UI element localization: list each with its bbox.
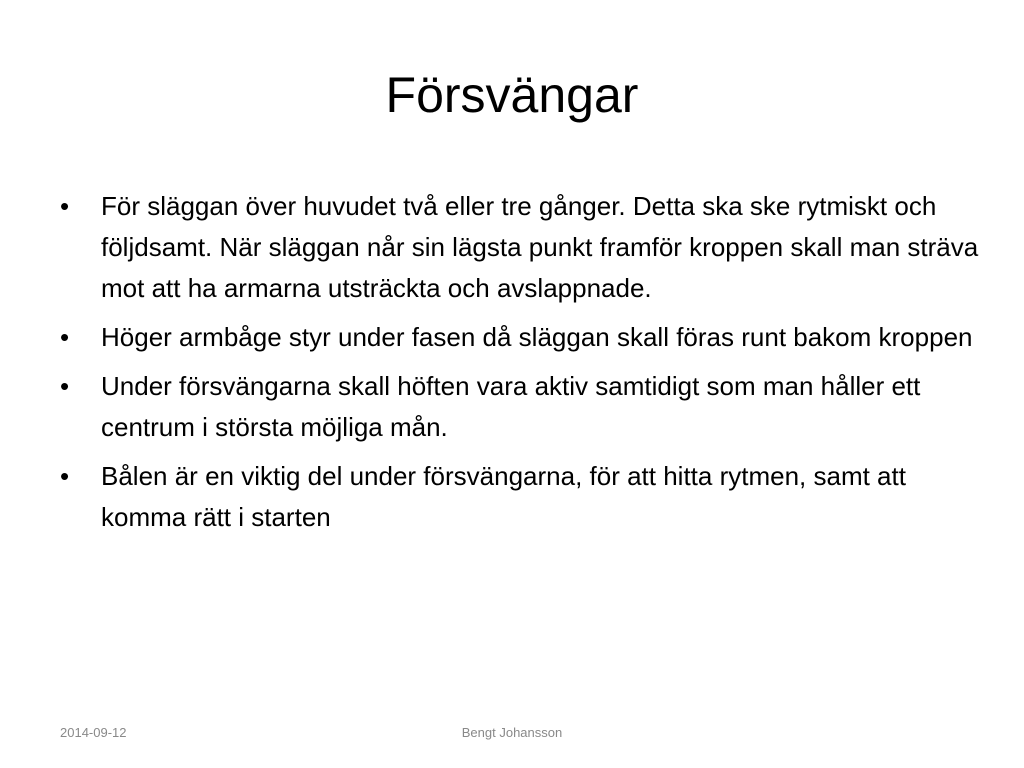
bullet-marker: • (60, 191, 70, 221)
bullet-marker: • (60, 461, 70, 491)
bullet-text: Under försvängarna skall höften vara aktiv samtidigt som man håller ett centrum i största möjliga mån. (101, 371, 921, 442)
bullet-marker: • (60, 322, 70, 352)
bullet-item (60, 186, 980, 309)
bullet-text: För släggan över huvudet två eller tre gånger. Detta ska ske rytmiskt och följdsamt. När släggan når sin lägsta punkt framför kroppen skall man sträva mot att ha armarna utsträckta och avslappnade. (101, 191, 979, 303)
footer-author: Bengt Johansson (461, 725, 563, 740)
bullet-marker: • (60, 371, 70, 401)
bullet-item (60, 317, 980, 358)
slide-title: Försvängar (385, 67, 639, 123)
footer-date: 2014-09-12 (60, 725, 127, 740)
bullet-item (60, 456, 980, 538)
bullet-list (60, 186, 980, 546)
bullet-text: Bålen är en viktig del under försvängarna, för att hitta rytmen, samt att komma rätt i starten (101, 461, 906, 532)
bullet-item (60, 366, 980, 448)
bullet-text: Höger armbåge styr under fasen då släggan skall föras runt bakom kroppen (101, 322, 973, 352)
